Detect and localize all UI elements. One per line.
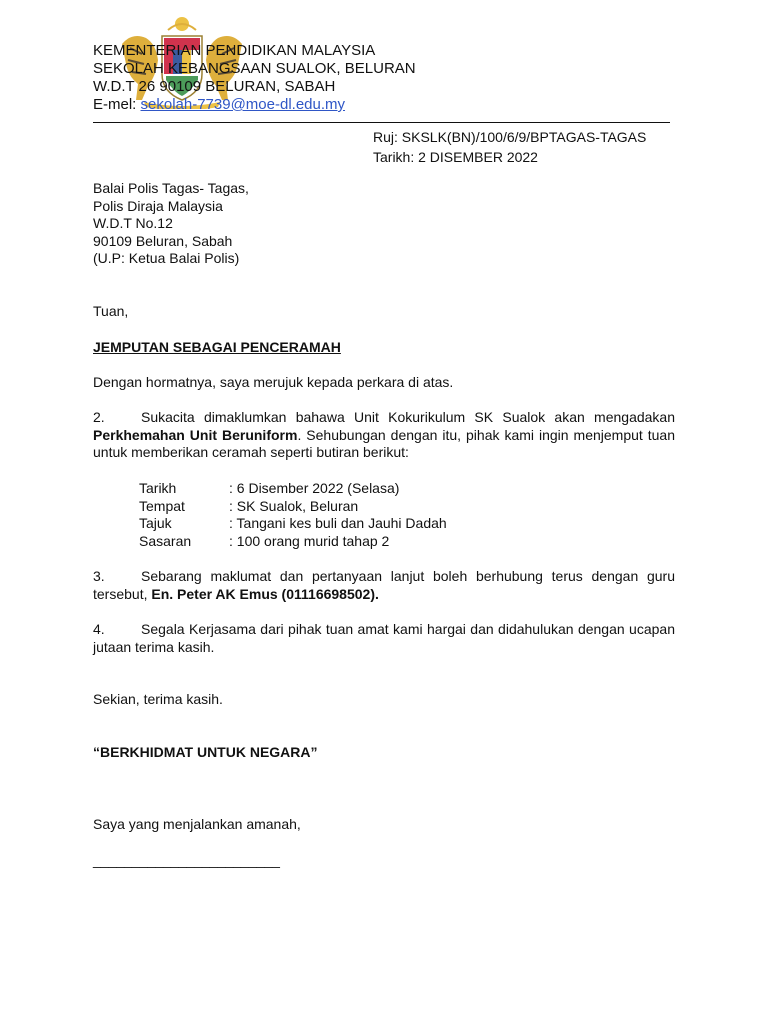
detail-row — [139, 480, 447, 498]
paragraph-text: . Sehubungan dengan itu, pihak kami ingin menjemput tuan untuk memberikan ceramah seperti butiran berikut: — [93, 426, 676, 460]
detail-label: Tajuk — [139, 515, 172, 531]
email-line — [93, 96, 416, 114]
detail-label: Tarikh — [139, 480, 177, 496]
reference-block — [373, 127, 646, 167]
recipient-line: 90109 Beluran, Sabah — [93, 232, 233, 249]
detail-value: : Tangani kes buli dan Jauhi Dadah — [229, 515, 447, 531]
paragraph-number: 4. — [93, 621, 105, 637]
header-divider — [93, 122, 670, 123]
subject-heading: JEMPUTAN SEBAGAI PENCERAMAH — [93, 339, 341, 355]
ministry-name: KEMENTERIAN PENDIDIKAN MALAYSIA — [93, 42, 376, 59]
salutation: Tuan, — [93, 303, 129, 319]
school-name: SEKOLAH KEBANGSAAN SUALOK, BELURAN — [93, 60, 416, 77]
detail-row — [139, 498, 447, 516]
recipient-line: Polis Diraja Malaysia — [93, 197, 223, 214]
closing-line: Sekian, terima kasih. — [93, 691, 223, 707]
reference-number: Ruj: SKSLK(BN)/100/6/9/BPTAGAS-TAGAS — [373, 129, 647, 145]
event-details — [139, 480, 447, 550]
paragraph-text: Sukacita dimaklumkan bahawa Unit Kokurikulum SK Sualok akan mengadakan — [141, 409, 675, 425]
paragraph-text: Sebarang maklumat dan pertanyaan lanjut boleh berhubung terus dengan guru tersebut, — [93, 568, 675, 602]
detail-value: : 6 Disember 2022 (Selasa) — [229, 480, 400, 496]
detail-value: : SK Sualok, Beluran — [229, 497, 359, 514]
paragraph-number: 2. — [93, 409, 105, 425]
signature-line: ________________________ — [93, 852, 280, 868]
paragraph-4 — [93, 621, 675, 656]
email-link[interactable]: sekolah-7739@moe-dl.edu.my — [140, 96, 346, 113]
paragraph-3 — [93, 568, 675, 603]
detail-label: Tempat — [139, 497, 185, 514]
recipient-line: W.D.T No.12 — [93, 215, 173, 231]
detail-value: : 100 orang murid tahap 2 — [229, 532, 390, 549]
letter-date: Tarikh: 2 DISEMBER 2022 — [373, 149, 538, 165]
paragraph-number: 3. — [93, 568, 105, 584]
paragraph-bold-text: Perkhemahan Unit Beruniform — [93, 426, 298, 443]
contact-person: En. Peter AK Emus (01116698502). — [151, 585, 379, 602]
email-label: E-mel: — [93, 96, 141, 113]
detail-label: Sasaran — [139, 532, 192, 549]
opening-line: Dengan hormatnya, saya merujuk kepada perkara di atas. — [93, 374, 454, 390]
letterhead — [93, 42, 416, 114]
paragraph-text: Segala Kerjasama dari pihak tuan amat kami hargai dan didahulukan dengan ucapan jutaan terima kasih. — [93, 621, 675, 655]
motto: “BERKHIDMAT UNTUK NEGARA” — [93, 744, 318, 760]
recipient-line: Balai Polis Tagas- Tagas, — [93, 180, 249, 196]
detail-row — [139, 515, 447, 533]
sign-off: Saya yang menjalankan amanah, — [93, 816, 301, 832]
school-address: W.D.T 26 90109 BELURAN, SABAH — [93, 78, 336, 95]
paragraph-2 — [93, 409, 675, 462]
detail-row — [139, 533, 447, 551]
recipient-line: (U.P: Ketua Balai Polis) — [93, 250, 240, 266]
recipient-address — [93, 180, 249, 268]
